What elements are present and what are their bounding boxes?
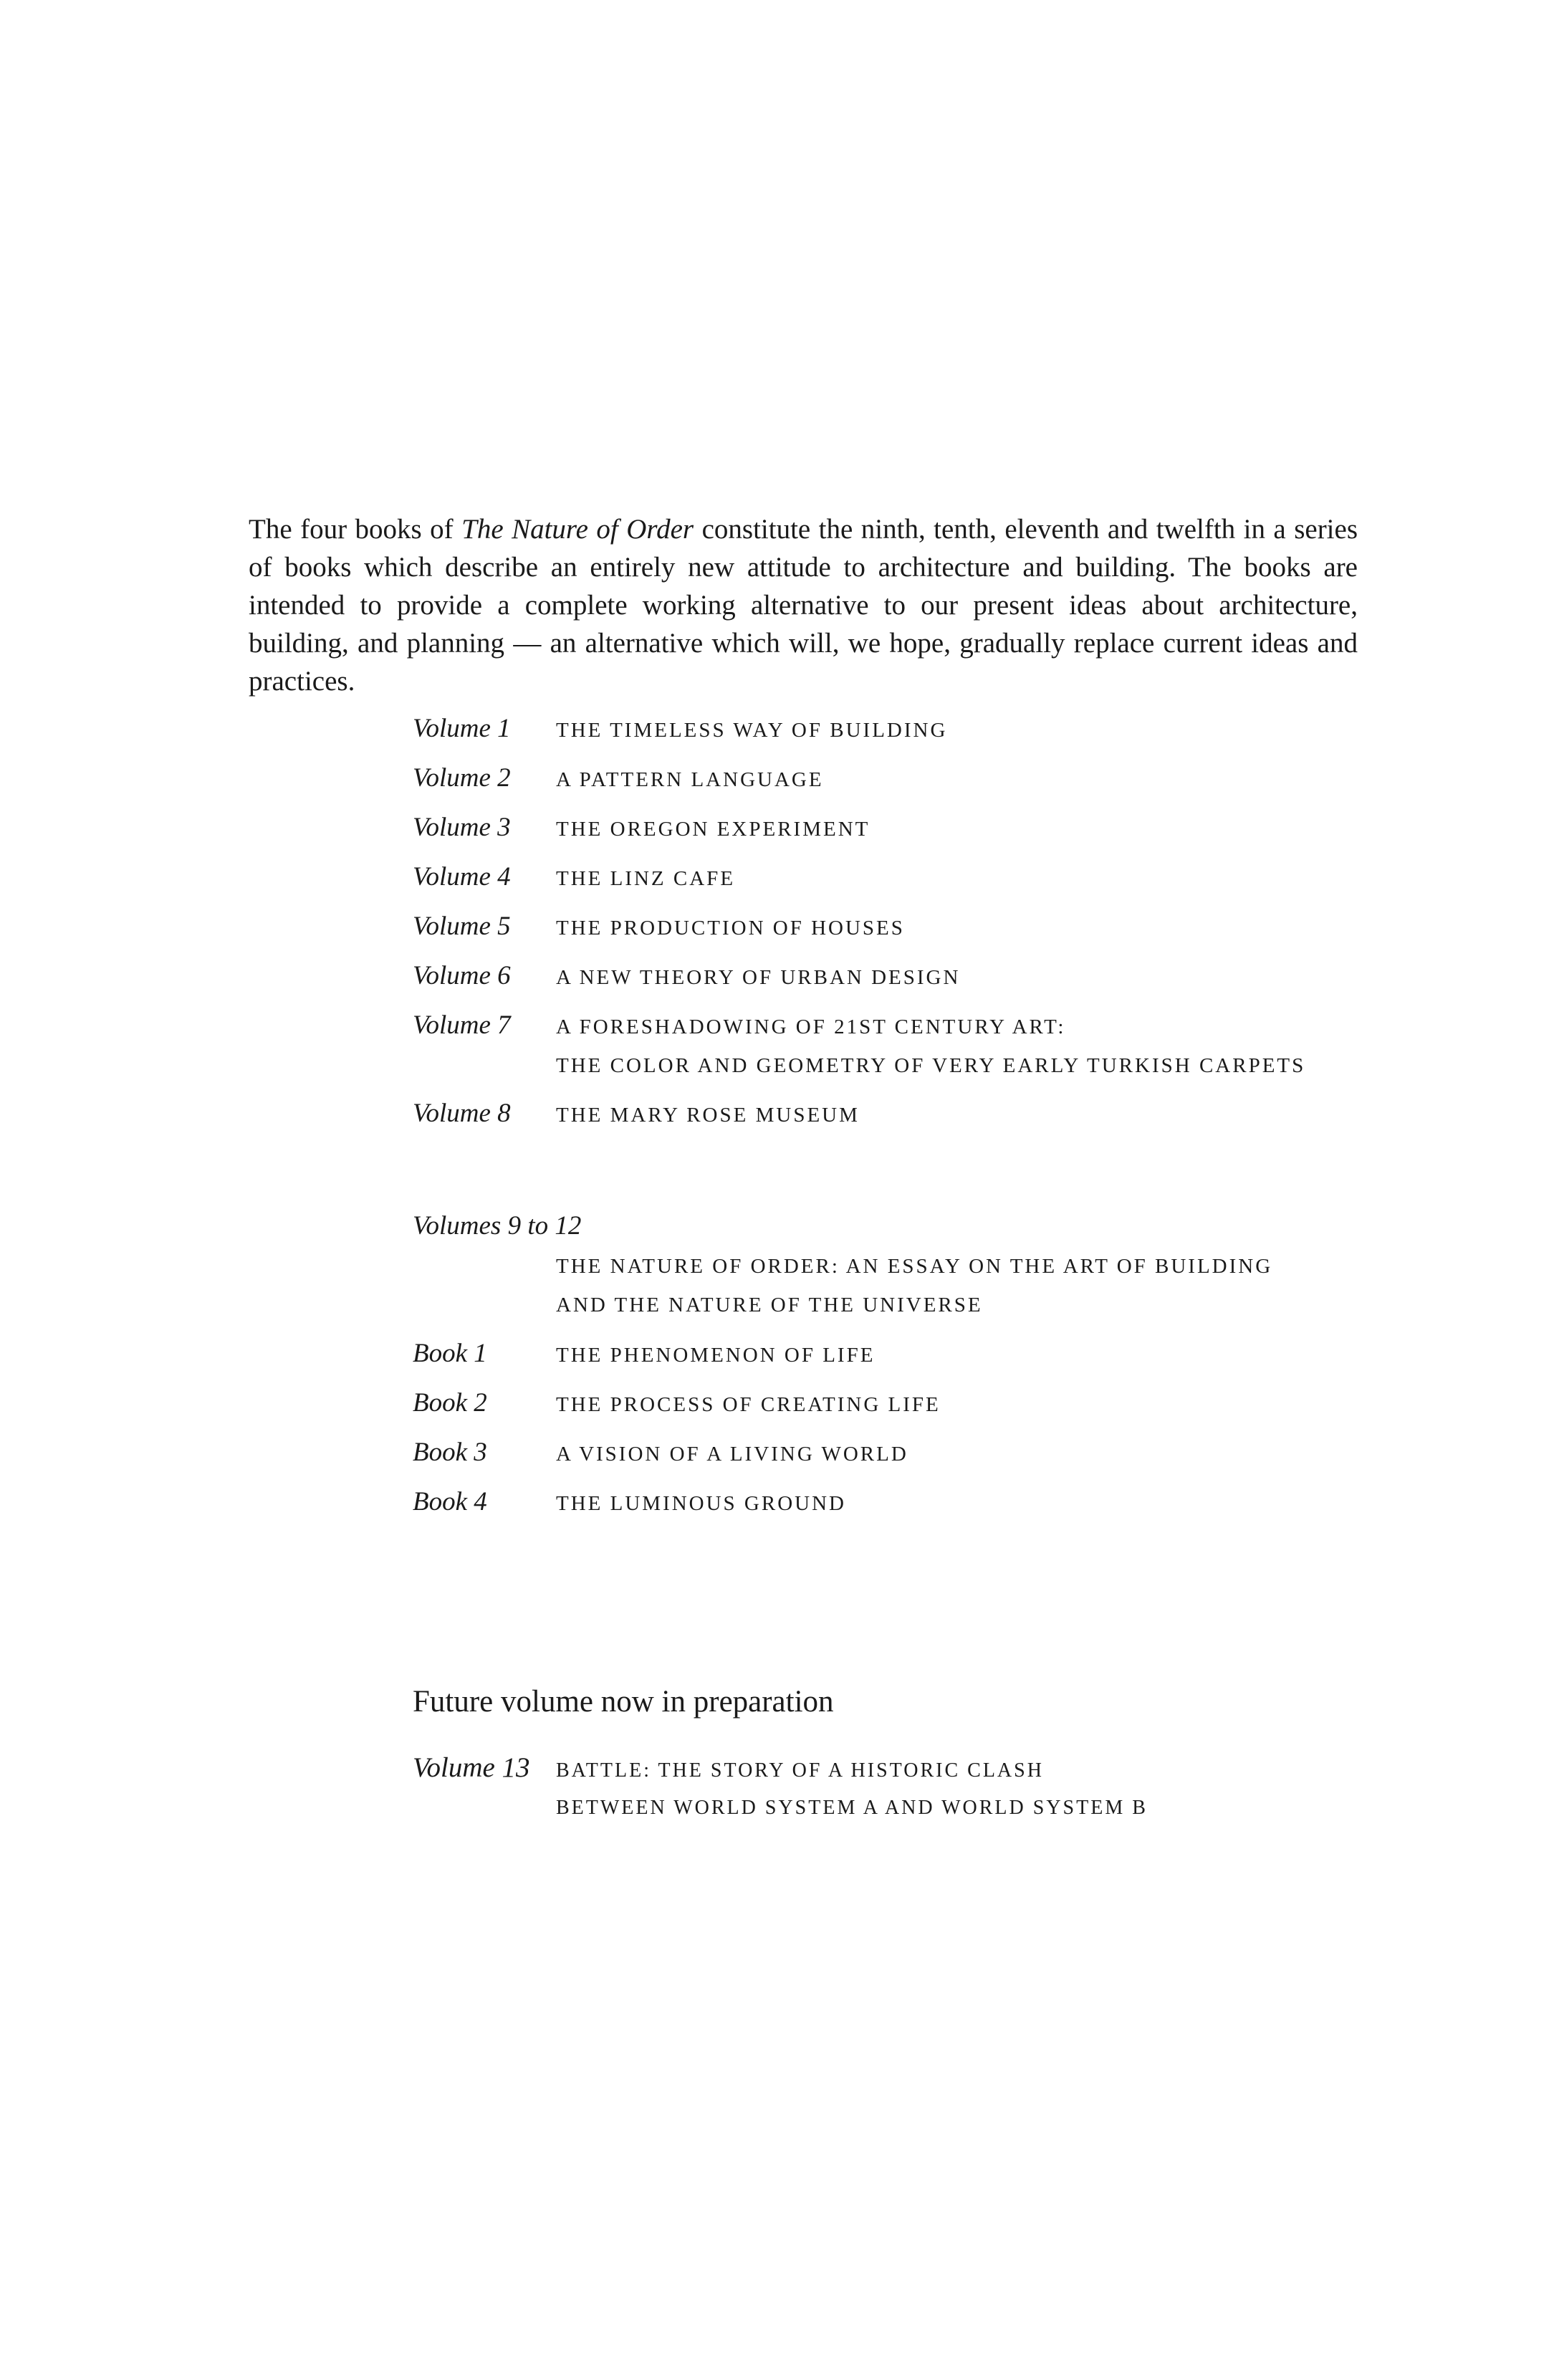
book-list: [413, 1334, 941, 1532]
intro-text-before: The four books of: [249, 514, 462, 545]
volume-title: [556, 1752, 1148, 1827]
volume-label: Volume 6: [413, 961, 511, 990]
volume-title: THE MARY ROSE MUSEUM: [556, 1104, 860, 1127]
list-item: [413, 858, 1305, 898]
intro-book-title: The Nature of Order: [461, 514, 694, 545]
list-item: [413, 709, 1305, 750]
list-item: [413, 1006, 1305, 1085]
volume-title: THE OREGON EXPERIMENT: [556, 818, 870, 841]
list-item: [413, 907, 1305, 947]
volume-label: Volume 13: [413, 1752, 530, 1783]
volume-title: THE PRODUCTION OF HOUSES: [556, 917, 905, 940]
future-volume: [413, 1749, 1148, 1827]
book-title: THE LUMINOUS GROUND: [556, 1492, 846, 1515]
book-title: THE PROCESS OF CREATING LIFE: [556, 1393, 941, 1416]
volume-title-line2: BETWEEN WORLD SYSTEM A AND WORLD SYSTEM B: [556, 1797, 1148, 1819]
series-subtitle: [556, 1247, 1272, 1324]
series-subtitle-line2: AND THE NATURE OF THE UNIVERSE: [556, 1294, 983, 1316]
volume-label: Volume 7: [413, 1010, 511, 1040]
list-item: [413, 759, 1305, 799]
volume-title: THE TIMELESS WAY OF BUILDING: [556, 719, 948, 742]
future-heading: Future volume now in preparation: [413, 1685, 834, 1719]
volume-list: [413, 709, 1305, 1144]
volume-label: Volume 1: [413, 714, 511, 743]
volume-title: A NEW THEORY OF URBAN DESIGN: [556, 966, 961, 989]
volume-label: Volume 5: [413, 912, 511, 941]
series-subtitle-line1: THE NATURE OF ORDER: AN ESSAY ON THE ART OF BUILDING: [556, 1255, 1273, 1278]
book-title: A VISION OF A LIVING WORLD: [556, 1443, 908, 1466]
list-item: [413, 1094, 1305, 1134]
list-item: [413, 808, 1305, 849]
volume-label: Volume 8: [413, 1099, 511, 1128]
volume-title: A PATTERN LANGUAGE: [556, 768, 824, 791]
volume-label: Volume 2: [413, 763, 511, 793]
book-label: Book 2: [413, 1388, 487, 1418]
list-item: [413, 1483, 941, 1523]
list-item: [413, 1433, 941, 1473]
volume-title-line1: A FORESHADOWING OF 21ST CENTURY ART:: [556, 1015, 1066, 1038]
book-label: Book 4: [413, 1487, 487, 1516]
list-item: [413, 1384, 941, 1424]
book-label: Book 1: [413, 1339, 487, 1368]
volume-label: Volume 4: [413, 862, 511, 892]
series-label: Volumes 9 to 12: [413, 1211, 582, 1241]
volume-title-line1: BATTLE: THE STORY OF A HISTORIC CLASH: [556, 1759, 1044, 1782]
volume-label: Volume 3: [413, 813, 511, 842]
list-item: [413, 1334, 941, 1375]
intro-paragraph: [249, 510, 1358, 700]
volume-title: THE LINZ CAFE: [556, 867, 736, 890]
book-title: THE PHENOMENON OF LIFE: [556, 1344, 876, 1367]
list-item: [413, 957, 1305, 997]
volume-title-line2: THE COLOR AND GEOMETRY OF VERY EARLY TURKISH CARPETS: [556, 1054, 1306, 1077]
intro-text-after: constitute the ninth, tenth, eleventh and twelfth in a series of books which describe an entirely new attitude to architecture and building. The books are intended to provide a complete working alternative to our present ideas about architecture, building, and planning — an alternative which will, we hope, gradually replace current ideas and practices.: [249, 514, 1358, 697]
volume-title: [556, 1008, 1305, 1085]
book-label: Book 3: [413, 1438, 487, 1467]
